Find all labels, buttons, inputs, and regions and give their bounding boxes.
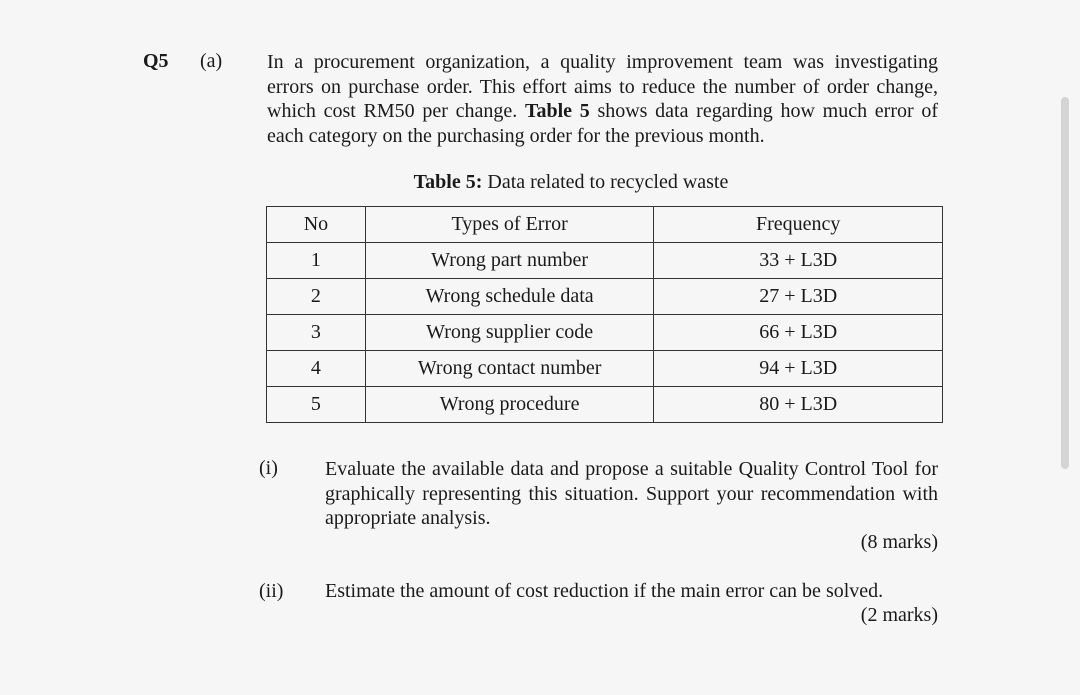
cell-no: 3 xyxy=(267,315,366,351)
vertical-scrollbar[interactable] xyxy=(1061,97,1069,469)
cell-no: 4 xyxy=(267,351,366,387)
cell-error-type: Wrong procedure xyxy=(365,387,654,423)
table-row xyxy=(267,315,943,351)
cell-error-type: Wrong schedule data xyxy=(365,279,654,315)
table-row xyxy=(267,243,943,279)
header-types-of-error: Types of Error xyxy=(365,207,654,243)
cell-frequency: 94 + L3D xyxy=(654,351,943,387)
table-caption-label: Table 5: xyxy=(413,171,483,193)
table-caption xyxy=(0,171,1080,194)
cell-error-type: Wrong supplier code xyxy=(365,315,654,351)
sub-question-label: (i) xyxy=(259,457,278,479)
header-frequency: Frequency xyxy=(654,207,943,243)
table-caption-text: Data related to recycled waste xyxy=(487,171,729,193)
header-no: No xyxy=(267,207,366,243)
cell-error-type: Wrong part number xyxy=(365,243,654,279)
question-intro xyxy=(267,50,938,148)
table-row xyxy=(267,387,943,423)
cell-frequency: 33 + L3D xyxy=(654,243,943,279)
table-header-row xyxy=(267,207,943,243)
cell-frequency: 80 + L3D xyxy=(654,387,943,423)
cell-frequency: 66 + L3D xyxy=(654,315,943,351)
cell-no: 5 xyxy=(267,387,366,423)
cell-no: 2 xyxy=(267,279,366,315)
marks-label: (8 marks) xyxy=(860,531,938,553)
sub-question-text: Evaluate the available data and propose a suitable Quality Control Tool for graphically representing this situation. Support your recommendation with appropriate analysis. xyxy=(325,458,938,529)
intro-table-reference: Table 5 xyxy=(524,100,590,122)
part-label: (a) xyxy=(200,50,223,72)
marks-label: (2 marks) xyxy=(860,604,938,626)
error-data-table xyxy=(266,206,943,423)
cell-frequency: 27 + L3D xyxy=(654,279,943,315)
table-row xyxy=(267,279,943,315)
question-number: Q5 xyxy=(143,50,169,72)
cell-error-type: Wrong contact number xyxy=(365,351,654,387)
sub-question-label: (ii) xyxy=(259,580,284,602)
table-row xyxy=(267,351,943,387)
intro-text-before: In a procurement organization, a quality improvement team was investigating errors on purchase order. This effort aims to reduce the number of order change, which cost RM50 per change. xyxy=(267,51,938,122)
intro-text-after: shows data regarding how much error of each category on the purchasing order for the previous month. xyxy=(267,100,939,147)
sub-question-text: Estimate the amount of cost reduction if the main error can be solved. xyxy=(325,580,884,602)
cell-no: 1 xyxy=(267,243,366,279)
